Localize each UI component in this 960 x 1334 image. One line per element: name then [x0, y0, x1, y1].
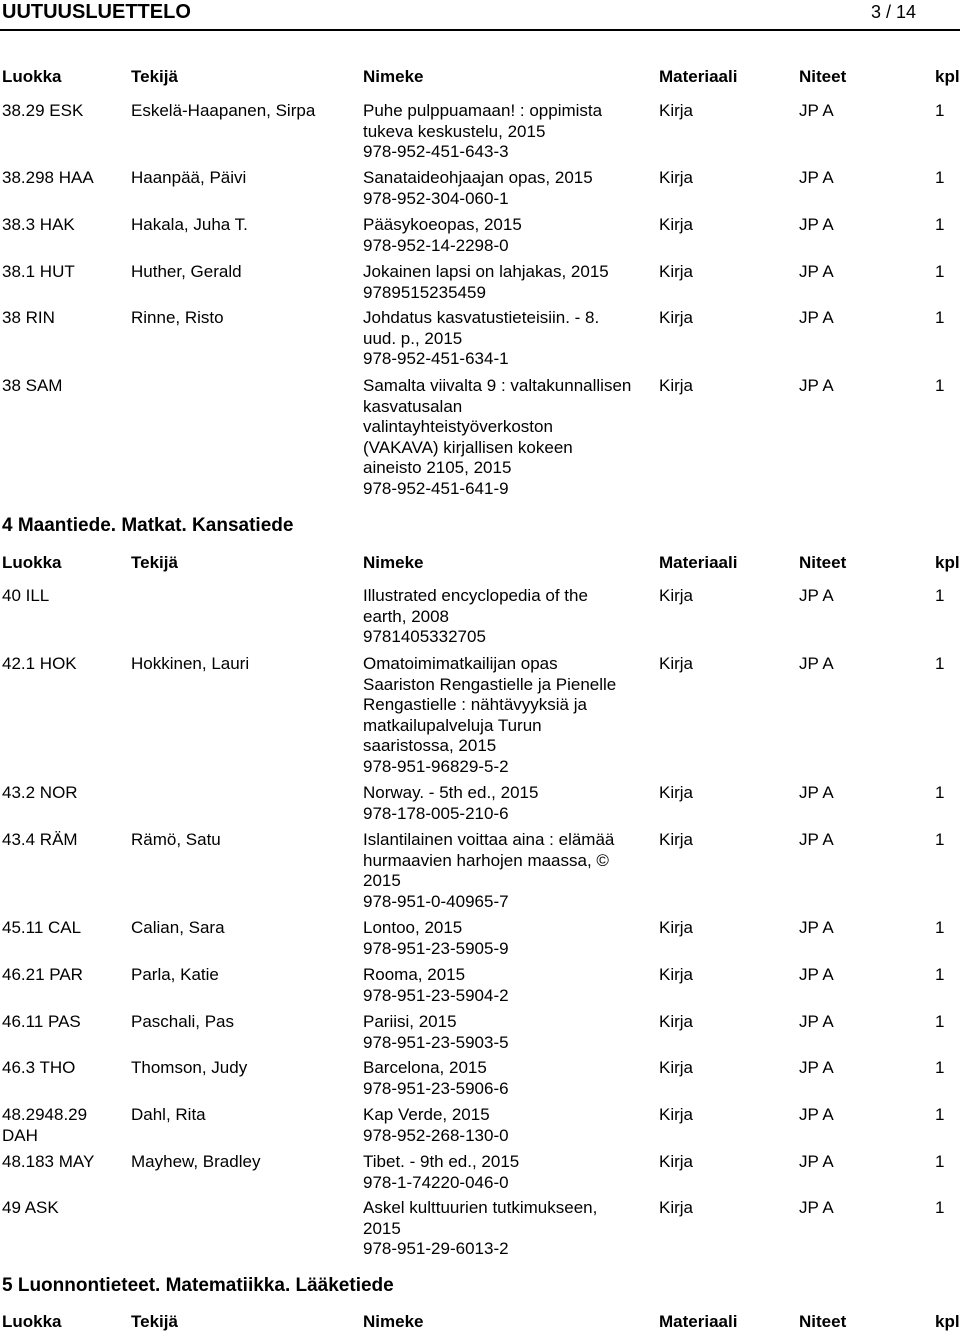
row-isbn: 978-951-96829-5-2 [363, 756, 509, 776]
row-kpl: 1 [935, 376, 945, 395]
section-heading: 4 Maantiede. Matkat. Kansatiede [2, 515, 294, 536]
row-materiaali: Kirja [659, 101, 694, 120]
row-niteet: JP A [799, 1152, 834, 1171]
row-title: Lontoo, 2015 [363, 918, 463, 937]
row-luokka: 43.2 NOR [2, 783, 78, 802]
row-tekija: Eskelä-Haapanen, Sirpa [131, 101, 316, 120]
row-materiaali: Kirja [659, 215, 694, 234]
row-kpl: 1 [935, 586, 945, 605]
row-luokka: 38 RIN [2, 308, 55, 327]
row-luokka: 43.4 RÄM [2, 830, 78, 849]
row-kpl: 1 [935, 918, 945, 937]
row-luokka: 46.21 PAR [2, 965, 83, 984]
row-nimeke [363, 1105, 633, 1146]
row-tekija: Haanpää, Päivi [131, 168, 247, 187]
row-isbn: 978-952-14-2298-0 [363, 235, 509, 255]
row-nimeke [363, 376, 633, 500]
row-niteet: JP A [799, 965, 834, 984]
row-kpl: 1 [935, 654, 945, 673]
row-nimeke [363, 215, 633, 256]
row-title: Islantilainen voittaa aina : elämää hurmaavien harhojen maassa, © 2015 [363, 830, 615, 891]
row-kpl: 1 [935, 1152, 945, 1171]
row-niteet: JP A [799, 1105, 834, 1124]
column-header-niteet: Niteet [799, 1312, 847, 1331]
row-luokka: 45.11 CAL [2, 918, 82, 937]
column-header-kpl: kpl [935, 553, 960, 572]
row-materiaali: Kirja [659, 1012, 694, 1031]
row-kpl: 1 [935, 168, 945, 187]
column-header-nimeke: Nimeke [363, 1312, 424, 1331]
row-nimeke [363, 1198, 633, 1260]
row-nimeke [363, 830, 633, 912]
column-header-materiaali: Materiaali [659, 553, 738, 572]
row-kpl: 1 [935, 830, 945, 849]
row-kpl: 1 [935, 1058, 945, 1077]
column-header-row [0, 1312, 960, 1332]
row-isbn: 978-951-0-40965-7 [363, 891, 509, 911]
row-kpl: 1 [935, 308, 945, 327]
row-niteet: JP A [799, 376, 834, 395]
row-niteet: JP A [799, 101, 834, 120]
row-materiaali: Kirja [659, 308, 694, 327]
row-title: Illustrated encyclopedia of the earth, 2008 [363, 586, 588, 626]
row-title: Tibet. - 9th ed., 2015 [363, 1152, 520, 1171]
row-title: Puhe pulppuamaan! : oppimista tukeva keskustelu, 2015 [363, 101, 603, 141]
row-nimeke [363, 586, 633, 648]
row-niteet: JP A [799, 215, 834, 234]
row-kpl: 1 [935, 1105, 945, 1124]
column-header-row [0, 67, 960, 87]
row-kpl: 1 [935, 783, 945, 802]
row-luokka: 40 ILL [2, 586, 50, 605]
row-tekija: Huther, Gerald [131, 262, 242, 281]
row-luokka: 46.3 THO [2, 1058, 76, 1077]
column-header-kpl: kpl [935, 1312, 960, 1331]
row-luokka: 46.11 PAS [2, 1012, 81, 1031]
column-header-row [0, 553, 960, 573]
row-title: Omatoimimatkailijan opas Saariston Rengastielle ja Pienelle Rengastielle : nähtävyyksiä ja matkailupalveluja Turun saaristossa, 2015 [363, 654, 617, 756]
row-title: Sanataideohjaajan opas, 2015 [363, 168, 593, 187]
row-title: Norway. - 5th ed., 2015 [363, 783, 539, 802]
row-nimeke [363, 1012, 633, 1053]
column-header-niteet: Niteet [799, 553, 847, 572]
row-materiaali: Kirja [659, 1105, 694, 1124]
row-niteet: JP A [799, 1198, 834, 1217]
row-nimeke [363, 654, 633, 778]
row-tekija: Thomson, Judy [131, 1058, 248, 1077]
row-niteet: JP A [799, 168, 834, 187]
row-title: Kap Verde, 2015 [363, 1105, 490, 1124]
row-nimeke [363, 783, 633, 824]
row-materiaali: Kirja [659, 830, 694, 849]
row-nimeke [363, 262, 633, 303]
row-niteet: JP A [799, 918, 834, 937]
row-tekija: Hokkinen, Lauri [131, 654, 250, 673]
row-isbn: 9789515235459 [363, 282, 486, 302]
row-nimeke [363, 101, 633, 163]
document-title: UUTUUSLUETTELO [2, 1, 191, 23]
row-niteet: JP A [799, 830, 834, 849]
column-header-materiaali: Materiaali [659, 1312, 738, 1331]
section-heading: 5 Luonnontieteet. Matematiikka. Lääketiede [2, 1275, 394, 1296]
row-luokka: 38.1 HUT [2, 262, 75, 281]
column-header-luokka: Luokka [2, 67, 62, 86]
row-niteet: JP A [799, 586, 834, 605]
row-isbn: 978-951-23-5906-6 [363, 1078, 509, 1098]
row-materiaali: Kirja [659, 1198, 694, 1217]
row-materiaali: Kirja [659, 654, 694, 673]
row-isbn: 978-952-451-634-1 [363, 349, 509, 369]
row-niteet: JP A [799, 654, 834, 673]
column-header-tekija: Tekijä [131, 553, 178, 572]
row-isbn: 978-1-74220-046-0 [363, 1172, 509, 1192]
row-niteet: JP A [799, 262, 834, 281]
row-nimeke [363, 1152, 633, 1193]
row-materiaali: Kirja [659, 918, 694, 937]
row-luokka: 49 ASK [2, 1198, 59, 1217]
row-luokka: 48.183 MAY [2, 1152, 95, 1171]
row-title: Pariisi, 2015 [363, 1012, 457, 1031]
row-isbn: 978-178-005-210-6 [363, 803, 509, 823]
row-kpl: 1 [935, 1198, 945, 1217]
column-header-kpl: kpl [935, 67, 960, 86]
row-nimeke [363, 168, 633, 209]
row-niteet: JP A [799, 783, 834, 802]
row-luokka: 38.3 HAK [2, 215, 75, 234]
row-isbn: 978-951-29-6013-2 [363, 1239, 509, 1259]
row-isbn: 9781405332705 [363, 627, 486, 647]
row-title: Samalta viivalta 9 : valtakunnallisen kasvatusalan valintayhteistyöverkoston (VAKAVA) kirjallisen kokeen aineisto 2105, 2015 [363, 376, 632, 478]
row-materiaali: Kirja [659, 965, 694, 984]
column-header-luokka: Luokka [2, 1312, 62, 1331]
row-tekija: Dahl, Rita [131, 1105, 206, 1124]
column-header-luokka: Luokka [2, 553, 62, 572]
row-materiaali: Kirja [659, 1152, 694, 1171]
row-tekija: Calian, Sara [131, 918, 225, 937]
row-materiaali: Kirja [659, 376, 694, 395]
column-header-nimeke: Nimeke [363, 67, 424, 86]
row-luokka: 48.2948.29 DAH [2, 1105, 88, 1145]
column-header-niteet: Niteet [799, 67, 847, 86]
row-materiaali: Kirja [659, 586, 694, 605]
row-nimeke [363, 308, 633, 370]
row-tekija: Hakala, Juha T. [131, 215, 248, 234]
row-materiaali: Kirja [659, 262, 694, 281]
column-header-tekija: Tekijä [131, 67, 178, 86]
row-niteet: JP A [799, 1058, 834, 1077]
column-header-nimeke: Nimeke [363, 553, 424, 572]
row-nimeke [363, 1058, 633, 1099]
row-title: Askel kulttuurien tutkimukseen, 2015 [363, 1198, 598, 1238]
row-materiaali: Kirja [659, 783, 694, 802]
row-isbn: 978-951-23-5903-5 [363, 1032, 509, 1052]
row-luokka: 38 SAM [2, 376, 63, 395]
row-title: Jokainen lapsi on lahjakas, 2015 [363, 262, 609, 281]
row-niteet: JP A [799, 1012, 834, 1031]
row-kpl: 1 [935, 262, 945, 281]
row-tekija: Parla, Katie [131, 965, 219, 984]
header-divider [0, 29, 960, 31]
row-isbn: 978-952-451-643-3 [363, 142, 509, 162]
column-header-materiaali: Materiaali [659, 67, 738, 86]
row-title: Johdatus kasvatustieteisiin. - 8. uud. p., 2015 [363, 308, 600, 348]
row-tekija: Mayhew, Bradley [131, 1152, 261, 1171]
row-nimeke [363, 918, 633, 959]
row-tekija: Rinne, Risto [131, 308, 224, 327]
row-kpl: 1 [935, 215, 945, 234]
page-number: 3 / 14 [870, 2, 916, 22]
row-isbn: 978-952-451-641-9 [363, 478, 509, 498]
row-kpl: 1 [935, 965, 945, 984]
row-kpl: 1 [935, 1012, 945, 1031]
row-isbn: 978-951-23-5905-9 [363, 938, 509, 958]
row-kpl: 1 [935, 101, 945, 120]
row-luokka: 38.298 HAA [2, 168, 94, 187]
row-niteet: JP A [799, 308, 834, 327]
column-header-tekija: Tekijä [131, 1312, 178, 1331]
row-tekija: Paschali, Pas [131, 1012, 234, 1031]
row-luokka: 38.29 ESK [2, 101, 84, 120]
row-materiaali: Kirja [659, 168, 694, 187]
row-title: Rooma, 2015 [363, 965, 466, 984]
row-nimeke [363, 965, 633, 1006]
row-materiaali: Kirja [659, 1058, 694, 1077]
row-title: Barcelona, 2015 [363, 1058, 487, 1077]
row-luokka: 42.1 HOK [2, 654, 77, 673]
row-isbn: 978-952-304-060-1 [363, 188, 509, 208]
row-isbn: 978-952-268-130-0 [363, 1125, 509, 1145]
row-tekija: Rämö, Satu [131, 830, 221, 849]
row-isbn: 978-951-23-5904-2 [363, 985, 509, 1005]
row-title: Pääsykoeopas, 2015 [363, 215, 522, 234]
